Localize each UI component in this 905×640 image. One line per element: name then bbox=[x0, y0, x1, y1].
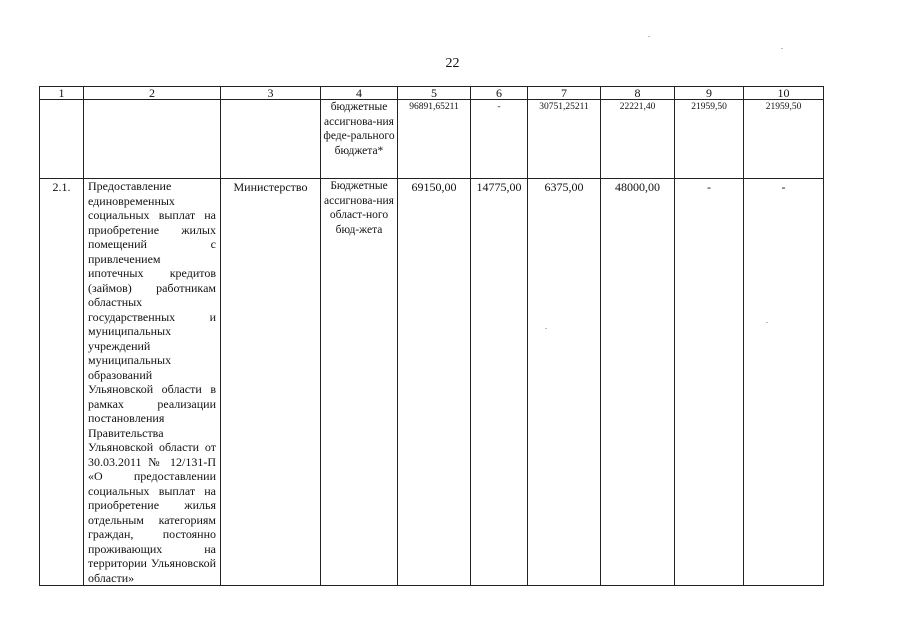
column-header: 2 bbox=[84, 87, 221, 100]
column-header: 8 bbox=[601, 87, 675, 100]
value-cell: 96891,65211 bbox=[398, 100, 471, 179]
executor-cell: Министерство bbox=[221, 179, 321, 586]
scan-speck bbox=[545, 328, 547, 329]
column-header: 7 bbox=[528, 87, 601, 100]
scan-speck bbox=[648, 36, 650, 37]
column-header: 5 bbox=[398, 87, 471, 100]
value-cell: 6375,00 bbox=[528, 179, 601, 586]
value-cell: 69150,00 bbox=[398, 179, 471, 586]
row-number-cell bbox=[40, 100, 84, 179]
value-cell: - bbox=[471, 100, 528, 179]
column-header: 10 bbox=[744, 87, 824, 100]
table-row bbox=[40, 100, 824, 179]
executor-cell bbox=[221, 100, 321, 179]
scan-speck bbox=[781, 48, 783, 49]
description-cell: Предоставление единовременных социальных выплат на приобретение жилых помещений с привлечением ипотечных кредитов (займов) работникам областных государственных и муниципальных учреждений муниципальных образований Ульяновской области в рамках реализации постановления Правительства Ульяновской области от 30.03.2011 № 12/131-П «О предоставлении социальных выплат на приобретение жилья отдельным категориям граждан, постоянно проживающих на территории Ульяновской области» bbox=[84, 179, 221, 586]
funding-source-cell: Бюджетные ассигнова-ния област-ного бюд-жета bbox=[321, 179, 398, 586]
value-cell: - bbox=[744, 179, 824, 586]
value-cell: 22221,40 bbox=[601, 100, 675, 179]
value-cell: 30751,25211 bbox=[528, 100, 601, 179]
value-cell: 48000,00 bbox=[601, 179, 675, 586]
row-number-cell: 2.1. bbox=[40, 179, 84, 586]
funding-source-cell: бюджетные ассигнова-ния феде-рального бюджета* bbox=[321, 100, 398, 179]
column-header: 6 bbox=[471, 87, 528, 100]
page-number: 22 bbox=[445, 56, 460, 71]
table-row bbox=[40, 179, 824, 586]
description-cell bbox=[84, 100, 221, 179]
value-cell: 14775,00 bbox=[471, 179, 528, 586]
table-header-row bbox=[40, 87, 824, 100]
value-cell: 21959,50 bbox=[744, 100, 824, 179]
column-header: 1 bbox=[40, 87, 84, 100]
budget-table bbox=[39, 86, 824, 586]
value-cell: - bbox=[675, 179, 744, 586]
column-header: 3 bbox=[221, 87, 321, 100]
column-header: 4 bbox=[321, 87, 398, 100]
value-cell: 21959,50 bbox=[675, 100, 744, 179]
column-header: 9 bbox=[675, 87, 744, 100]
scan-speck bbox=[766, 322, 768, 323]
